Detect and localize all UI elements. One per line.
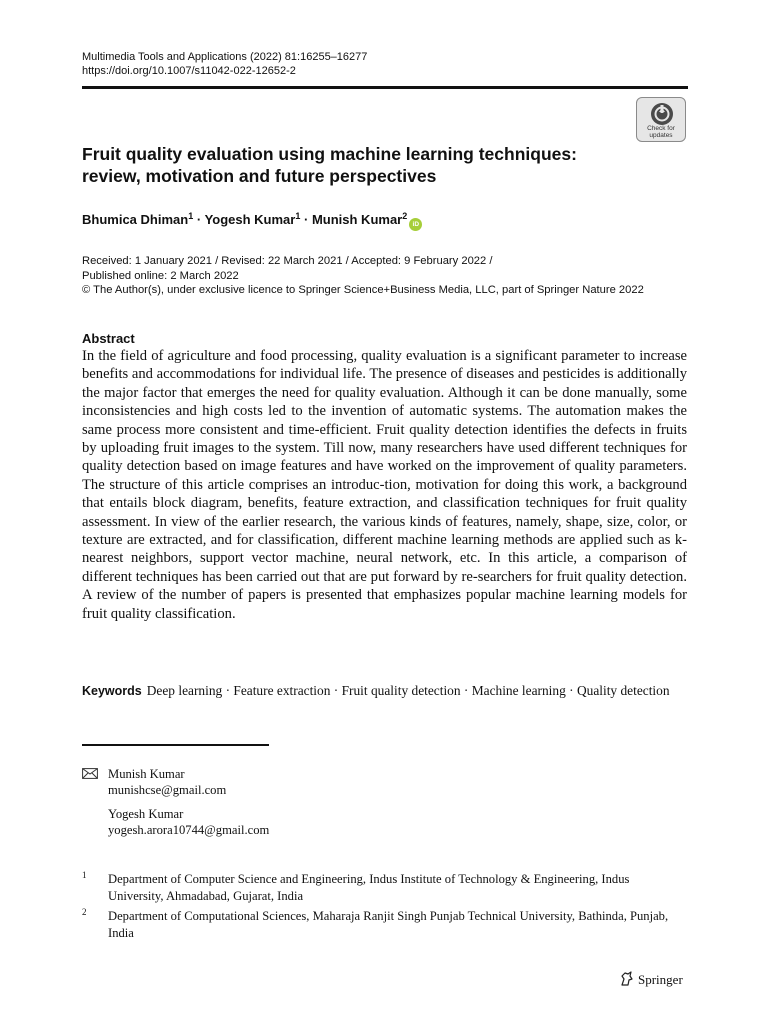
- dates-line-2: Published online: 2 March 2022: [82, 269, 239, 282]
- copyright-icon: ©: [82, 284, 91, 296]
- correspondent: [108, 766, 226, 798]
- dates-line-1: Received: 1 January 2021 / Revised: 22 March 2021 / Accepted: 9 February 2022 /: [82, 255, 493, 267]
- footnote-rule: [82, 744, 269, 746]
- check-for-updates-badge[interactable]: [636, 97, 686, 142]
- header-rule: [82, 86, 688, 89]
- author-name[interactable]: Bhumica Dhiman: [82, 212, 189, 227]
- author-affiliation-ref: 2: [402, 211, 408, 221]
- keywords-text: Deep learning · Feature extraction · Fruit quality detection · Machine learning · Quality detection: [146, 683, 670, 698]
- journal-header: [82, 50, 367, 78]
- keywords-label: Keywords: [82, 684, 142, 698]
- keywords: [82, 682, 692, 700]
- publisher-name: Springer: [638, 972, 683, 987]
- affiliation-number: 2: [82, 907, 87, 917]
- springer-horse-icon: [619, 971, 635, 987]
- affiliation-number: 1: [82, 870, 87, 880]
- author-list: [82, 211, 422, 231]
- badge-line-1: Check for: [647, 125, 675, 132]
- author-separator: ·: [196, 212, 202, 227]
- correspondent-email[interactable]: munishcse@gmail.com: [108, 783, 227, 797]
- badge-line-2: updates: [649, 132, 673, 139]
- affiliation-text: Department of Computational Sciences, Maharaja Ranjit Singh Punjab Technical University, Bathinda, Punjab, India: [108, 909, 669, 940]
- envelope-icon: [82, 768, 98, 779]
- author-name[interactable]: Yogesh Kumar: [204, 212, 296, 227]
- journal-citation: Multimedia Tools and Applications (2022) 81:16255–16277: [82, 51, 368, 63]
- affiliation-text: Department of Computer Science and Engineering, Indus Institute of Technology & Engineering, Indus University, Ahmadabad, Gujarat, India: [108, 872, 630, 903]
- copyright-line: [82, 283, 644, 298]
- doi-link[interactable]: https://doi.org/10.1007/s11042-022-12652-2: [82, 65, 296, 77]
- correspondent-email[interactable]: yogesh.arora10744@gmail.com: [108, 823, 270, 837]
- correspondent-name: Yogesh Kumar: [108, 807, 184, 821]
- copyright-text: The Author(s), under exclusive licence to Springer Science+Business Media, LLC, part of Springer Nature 2022: [93, 284, 644, 296]
- author-affiliation-ref: 1: [188, 211, 194, 221]
- abstract-body: In the field of agriculture and food processing, quality evaluation is a significant parameter to increase benefits and accommodations for individual life. The presence of diseases and pesticides is additionally the major factor that emerges the need for quality evaluation. Although it can be done manually, some inconsistencies and high costs led to the invention of automatic systems. The automation makes the same process more consistent and time-efficient. Fruit quality detection identifies the defects in fruits by uploading fruit images to the system. Till now, many researchers have used different techniques for quality detection based on image features and have worked on the improvement of quality parameters. The structure of this article comprises an introduc-tion, motivation for doing this work, a background that entails block diagram, benefits, feature extraction, and classification techniques for fruit quality assessment. In view of the earlier research, the various kinds of features, namely, shape, size, color, or texture are extracted, and for classification, different machine learning methods are applied such as k-nearest neighbors, support vector machine, neural network, etc. In this article, a comparison of different techniques has been carried out that are put forward by re-searchers for fruit quality detection. A review of the number of papers is presented that emphasizes popular machine learning models for fruit quality classification.: [82, 348, 687, 622]
- publication-dates: [82, 254, 644, 298]
- author-name[interactable]: Munish Kumar: [311, 212, 403, 227]
- article-title: Fruit quality evaluation using machine learning techniques: review, motivation and future perspectives: [82, 144, 577, 186]
- orcid-icon[interactable]: iD: [409, 218, 422, 231]
- correspondent-name: Munish Kumar: [108, 767, 185, 781]
- author-affiliation-ref: 1: [295, 211, 301, 221]
- author-separator: ·: [303, 212, 309, 227]
- abstract-heading: Abstract: [82, 331, 135, 346]
- check-for-updates-icon: [650, 102, 674, 126]
- publisher-logo: [619, 971, 683, 988]
- correspondent: [108, 806, 269, 838]
